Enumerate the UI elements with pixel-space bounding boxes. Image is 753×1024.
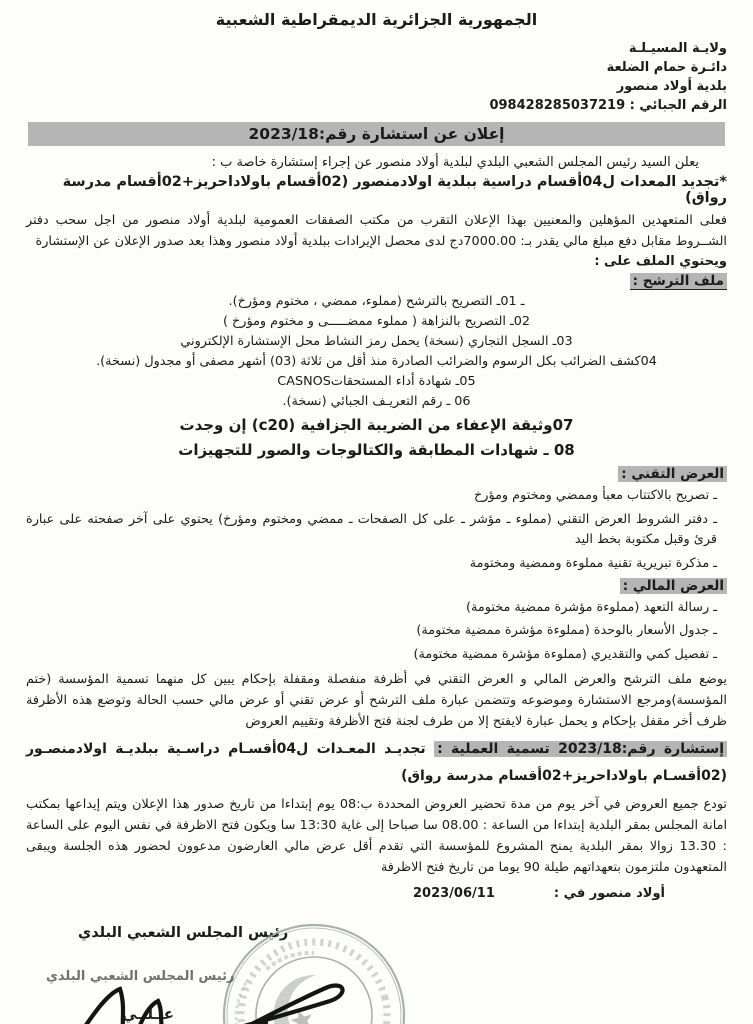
list-item: 04كشف الضرائب بكل الرسوم والضرائب الصادرة منذ أقل من ثلاثة (03) أشهر مصفى أو مجدول (نسخة).: [96, 354, 657, 370]
list-item: 08 ـ شهادات المطابقة والكتالوجات والصور للتجهيزات: [178, 441, 575, 460]
list-item: ـ 01ـ التصريح بالترشح (مملوء، ممضي ، مختوم ومؤرخ).: [228, 294, 525, 310]
envelopes-paragraph: يوضع ملف الترشح والعرض المالي و العرض التقني في أظرفة منفصلة ومقفلة بإحكام يبين كل منهما تسمية المؤسسة (ختم المؤسسة)ومرجع الاستشارة وموضوعه وتتضمن عبارة ملف الترشح أو عرض تقني أو عرض مالي حسب الحالة وتوضع هذه الأظرفة ظرف أخر مقفل بإحكام و يحمل عبارة لايفتح إلا من طرف لجنة فتح الأظرفة وتقييم العروض: [26, 672, 727, 730]
list-item: ـ تصريح بالاكتتاب معبأ وممضي ومختوم ومؤرخ: [474, 488, 717, 504]
letterhead-wilaya: ولايـة المسيـلـة: [628, 41, 727, 56]
candidacy-list: [26, 294, 727, 459]
signature-icon: [42, 959, 362, 1024]
signature-block: [26, 907, 727, 1024]
dateline: [413, 886, 665, 901]
list-item: 06 ـ رقم التعريـف الجبائي (نسخة).: [282, 394, 471, 410]
file-contains-line: ويحتوي الملف على :: [594, 254, 727, 270]
list-item: 02ـ التصريح بالنزاهة ( مملوء ممضـــــى و مختوم ومؤرخ ): [222, 314, 531, 330]
signer-name: عــلــي: [122, 1004, 175, 1023]
technical-offer-heading: [26, 466, 727, 482]
withdraw-paragraph: فعلى المتعهدين المؤهلين والمعنيين بهذا الإعلان التقرب من مكتب الصفقات العمومية لبلدية أولاد منصور من اجل سحب دفتر الشــروط مقابل دفع مبلغ مالي يقدر بـ: 7000.00دج لدى محصل الإيرادات ببلدية أولاد منصور وهذا بعد صدور الإعلان عن الإستشارة: [26, 213, 727, 250]
operation-naming-paragraph: [26, 736, 727, 789]
signer-title: رئيس المجلس الشعبي البلدي: [78, 924, 289, 941]
financial-offer-heading-label: العرض المالي :: [620, 578, 727, 594]
candidacy-heading-label: ملف الترشح :: [630, 273, 727, 290]
letterhead: [26, 39, 727, 115]
list-item: ـ رسالة التعهد (مملوءة مؤشرة ممضية مختومة): [466, 599, 717, 615]
stamp-signer-title: رئيس المجلس الشعبي البلدي: [46, 968, 235, 984]
list-item: ـ مذكرة تبريرية تقنية مملوءة وممضية ومختومة: [469, 555, 717, 571]
list-item: 03ـ السجل التجاري (نسخة) يحمل رمز النشاط محل الإستشارة الإلكتروني: [180, 334, 573, 350]
list-item: ـ جدول الأسعار بالوحدة (مملوءة مؤشرة ممضية مختومة): [416, 623, 717, 639]
deposit-paragraph: تودع جميع العروض في آخر يوم من مدة تحضير العروض المحددة ب:08 يوم إبتداءا من تاريخ صدور هذا الإعلان ويتم إيداعها بمكتب امانة المجلس بمقر البلدية إبتداءا من الساعة : 08.00 سا صباحا إلى غاية 13:30 سا ويكون فتح الاظرفة في نفس اليوم على الساعة : 13.30 زوالا بمقر البلدية يمنح المشروع للمؤسسة التي تقدم أقل عرض مالي العارضون مدعوون لحضور هذه الجلسة ويبقى المتعهدون ملتزمون بتعهداتهم طيلة 90 يوما من تاريخ فتح الاظرفة: [26, 796, 728, 875]
financial-offer-list: [26, 598, 727, 665]
letterhead-daira: دائـرة حمام الضلعة: [606, 60, 727, 75]
operation-naming-rest: تجديـد المعـدات ل04أقسـام دراسـية ببلديـة اولادمنصـور (02أقسـام باولاداحريز+02أقسام مدرسة رواق): [26, 741, 727, 784]
financial-offer-heading: [26, 578, 727, 594]
dateline-date: 2023/06/11: [413, 885, 495, 901]
dateline-place: أولاد منصور في :: [553, 885, 665, 901]
operation-naming-highlight: إستشارة رقم:2023/18 تسمية العملية :: [434, 741, 727, 757]
list-item: ـ دفتر الشروط العرض التقني (مملوء ـ مؤشر ـ على كل الصفحات ـ ممضي ومختوم ومؤرخ) يحتوي على آخر صفحته على عبارة قرئ وقبل مكتوبة بخط اليد: [26, 512, 717, 547]
letterhead-tax-id: الرقم الجبائي : 098428285037219: [489, 98, 727, 113]
letterhead-commune: بلدية أولاد منصور: [616, 79, 727, 94]
republic-title: الجمهورية الجزائرية الديمقراطية الشعبية: [215, 10, 538, 29]
candidacy-heading: [26, 273, 727, 289]
announcement-banner: إعلان عن استشارة رقم:2023/18: [28, 122, 725, 146]
list-item: 05ـ شهادة أداء المستحقاتCASNOS: [277, 374, 476, 390]
announce-line: يعلن السيد رئيس المجلس الشعبي البلدي لبلدية أولاد منصور عن إجراء إستشارة خاصة ب :: [211, 155, 699, 170]
list-item: ـ تفصيل كمي والتقديري (مملوءة مؤشرة ممضية مختومة): [413, 647, 717, 663]
technical-offer-heading-label: العرض التقني :: [618, 466, 727, 482]
list-item: 07وثيقة الإعفاء من الضريبة الجزافية (c20) إن وجدت: [179, 416, 574, 435]
technical-offer-list: [26, 486, 727, 573]
operation-title: *تجديد المعدات ل04أقسام دراسية ببلدية اولادمنصور (02أقسام باولاداحريز+02أقسام مدرسة رواق): [62, 174, 727, 206]
